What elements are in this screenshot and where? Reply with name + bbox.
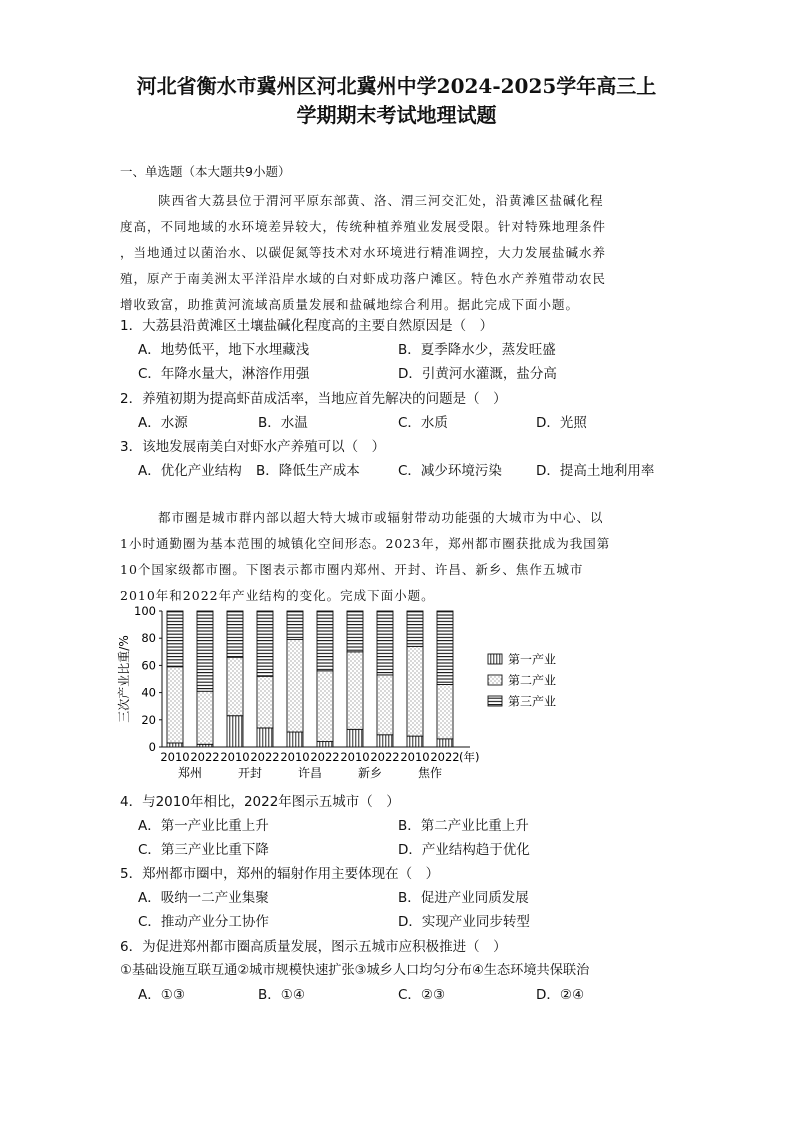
- passage-line: 殖，原产于南美洲太平洋沿岸水域的白对虾成功落户滩区。特色水产养殖带动农民: [120, 271, 607, 286]
- bar-segment: [167, 743, 183, 747]
- bar-segment: [407, 611, 423, 646]
- question-2-option-d[interactable]: D．光照: [536, 415, 587, 431]
- bar-segment: [347, 729, 363, 747]
- question-6-option-b[interactable]: B．①④: [258, 987, 305, 1003]
- question-4-option-b[interactable]: B．第二产业比重上升: [398, 818, 529, 834]
- bar-segment: [407, 736, 423, 747]
- legend-label: 第三产业: [508, 694, 557, 709]
- question-5-option-c[interactable]: C．推动产业分工协作: [138, 914, 269, 930]
- bar-segment: [227, 716, 243, 747]
- passage-line: 都市圈是城市群内部以超大特大城市或辐射带动功能强的大城市为中心、以: [158, 510, 604, 525]
- bar-segment: [227, 657, 243, 715]
- question-1-option-b[interactable]: B．夏季降水少，蒸发旺盛: [398, 342, 556, 358]
- question-6-option-d[interactable]: D．②④: [536, 987, 585, 1003]
- question-5-option-b[interactable]: B．促进产业同质发展: [398, 890, 529, 906]
- city-label: 新乡: [357, 766, 383, 780]
- bar-segment: [167, 667, 183, 743]
- legend-swatch: [488, 696, 502, 706]
- bar-segment: [167, 611, 183, 667]
- passage-line: 10个国家级都市圈。下图表示都市圈内郑州、开封、许昌、新乡、焦作五城市: [120, 562, 584, 577]
- passage-line: 增收致富，助推黄河流域高质量发展和盐碱地综合利用。据此完成下面小题。: [120, 297, 580, 312]
- bar-segment: [197, 611, 213, 691]
- bar-segment: [317, 671, 333, 742]
- question-2-option-b[interactable]: B．水温: [258, 415, 308, 431]
- legend-swatch: [488, 654, 502, 664]
- bar-segment: [287, 732, 303, 747]
- bar-segment: [287, 611, 303, 640]
- question-3-option-c[interactable]: C．减少环境污染: [398, 463, 502, 479]
- city-label: 开封: [237, 766, 263, 780]
- question-1-option-d[interactable]: D．引黄河水灌溉，盐分高: [398, 366, 557, 382]
- bar-segment: [377, 735, 393, 747]
- question-3-option-d[interactable]: D．提高土地利用率: [536, 463, 655, 479]
- paper-title-line2: 学期期末考试地理试题: [296, 103, 497, 127]
- x-tick-label: 2022: [310, 750, 340, 764]
- x-tick-label: 2010: [160, 750, 190, 764]
- question-1-option-c[interactable]: C．年降水量大，淋溶作用强: [138, 366, 310, 382]
- question-3-option-a[interactable]: A．优化产业结构: [138, 463, 242, 479]
- y-tick-label: 20: [141, 712, 156, 727]
- x-tick-label: 2010: [400, 750, 430, 764]
- question-5-stem: 5．郑州都市圈中，郑州的辐射作用主要体现在（ ）: [120, 866, 440, 882]
- bar-segment: [287, 640, 303, 732]
- y-tick-label: 100: [134, 604, 156, 618]
- x-tick-label: 2010: [280, 750, 310, 764]
- paper-title-line1: 河北省衡水市冀州区河北冀州中学2024-2025学年高三上: [136, 74, 657, 98]
- passage-line: ，当地通过以菌治水、以碳促氮等技术对水环境进行精准调控，大力发展盐碱水养: [120, 245, 607, 260]
- passage-line: 1小时通勤圈为基本范围的城镇化空间形态。2023年，郑州都市圈获批成为我国第: [120, 536, 611, 551]
- question-5-option-d[interactable]: D．实现产业同步转型: [398, 914, 530, 930]
- y-axis-label: 三次产业比重/%: [117, 635, 131, 723]
- passage-line: 2010年和2022年产业结构的变化。完成下面小题。: [120, 588, 435, 603]
- bar-segment: [257, 611, 273, 676]
- bar-segment: [407, 646, 423, 736]
- passage-line: 度高，不同地域的水环境差异较大，传统种植养殖业发展受限。针对特殊地理条件: [120, 219, 607, 234]
- bar-segment: [347, 611, 363, 652]
- x-tick-label: 2022: [430, 750, 460, 764]
- question-1-stem: 1．大荔县沿黄滩区土壤盐碱化程度高的主要自然原因是（ ）: [120, 318, 494, 334]
- question-5-option-a[interactable]: A．吸纳一二产业集聚: [138, 890, 269, 906]
- city-label: 许昌: [297, 766, 323, 780]
- question-6-option-c[interactable]: C．②③: [398, 987, 446, 1003]
- y-tick-label: 40: [141, 685, 156, 700]
- bar-segment: [437, 611, 453, 684]
- legend-label: 第一产业: [508, 652, 557, 667]
- legend-swatch: [488, 675, 502, 685]
- bar-segment: [257, 728, 273, 747]
- section-heading: 一、单选题（本大题共9小题）: [120, 164, 291, 179]
- question-4-option-c[interactable]: C．第三产业比重下降: [138, 842, 269, 858]
- bar-segment: [377, 611, 393, 675]
- city-label: 焦作: [417, 766, 443, 780]
- industry-structure-chart: [112, 598, 592, 784]
- question-6-choices: ①基础设施互联互通②城市规模快速扩张③城乡人口均匀分布④生态环境共保联治: [120, 963, 590, 978]
- y-tick-label: 60: [141, 658, 156, 673]
- question-3-stem: 3．该地发展南美白对虾水产养殖可以（ ）: [120, 439, 386, 455]
- question-2-option-c[interactable]: C．水质: [398, 415, 448, 431]
- x-unit-label: (年): [459, 750, 480, 764]
- question-6-option-a[interactable]: A．①③: [138, 987, 185, 1003]
- bar-segment: [317, 742, 333, 747]
- passage-1: [120, 188, 680, 318]
- bar-segment: [227, 611, 243, 657]
- bar-segment: [317, 611, 333, 671]
- question-2-stem: 2．养殖初期为提高虾苗成活率，当地应首先解决的问题是（ ）: [120, 391, 507, 407]
- bar-segment: [347, 652, 363, 730]
- bar-segment: [437, 739, 453, 747]
- question-6-stem: 6．为促进郑州都市圈高质量发展，图示五城市应积极推进（ ）: [120, 939, 507, 955]
- x-tick-label: 2022: [250, 750, 280, 764]
- y-tick-label: 80: [141, 631, 156, 646]
- x-tick-label: 2010: [220, 750, 250, 764]
- question-4-stem: 4．与2010年相比，2022年图示五城市（ ）: [120, 794, 400, 810]
- passage-line: 陕西省大荔县位于渭河平原东部黄、洛、渭三河交汇处，沿黄滩区盐碱化程: [158, 193, 604, 208]
- passage-2: [120, 505, 680, 609]
- bar-segment: [257, 676, 273, 728]
- y-tick-label: 0: [148, 740, 156, 754]
- question-4-option-d[interactable]: D．产业结构趋于优化: [398, 842, 530, 858]
- question-4-option-a[interactable]: A．第一产业比重上升: [138, 818, 269, 834]
- x-tick-label: 2010: [340, 750, 370, 764]
- question-2-option-a[interactable]: A．水源: [138, 415, 188, 431]
- legend-label: 第二产业: [508, 673, 557, 688]
- bar-segment: [437, 684, 453, 738]
- question-1-option-a[interactable]: A．地势低平，地下水埋藏浅: [138, 342, 310, 358]
- x-tick-label: 2022: [370, 750, 400, 764]
- bar-segment: [377, 675, 393, 735]
- question-3-option-b[interactable]: B．降低生产成本: [256, 463, 360, 479]
- x-tick-label: 2022: [190, 750, 220, 764]
- bar-segment: [197, 691, 213, 744]
- city-label: 郑州: [177, 766, 203, 780]
